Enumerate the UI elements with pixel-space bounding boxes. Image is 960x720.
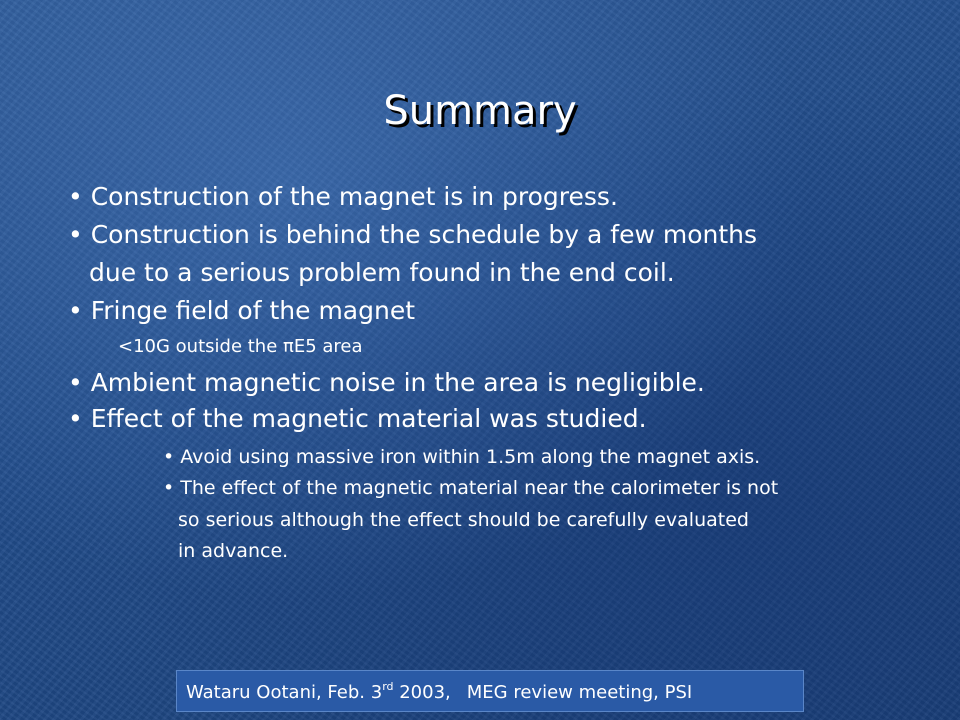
- bullet-magnetic-material: [68, 404, 647, 433]
- subbullet-continuation: [178, 509, 749, 531]
- bullet-text: The effect of the magnetic material near the calorimeter is not: [180, 477, 779, 499]
- bullet-text: Effect of the magnetic material was studied.: [90, 404, 647, 433]
- footer-author-date: Wataru Ootani, Feb. 3: [186, 682, 383, 703]
- slide-title: Summary: [383, 88, 577, 134]
- bullet-ambient-noise: [68, 368, 705, 397]
- bullet-text: <10G outside the πE5 area: [118, 336, 363, 357]
- subbullet-avoid-iron: [163, 446, 760, 468]
- fringe-field-detail: [118, 336, 363, 357]
- bullet-text: Ambient magnetic noise in the area is negligible.: [90, 368, 705, 397]
- bullet-text: Fringe field of the magnet: [90, 296, 416, 325]
- bullet-text: in advance.: [178, 540, 289, 562]
- bullet-dot-icon: •: [68, 368, 83, 397]
- bullet-dot-icon: •: [163, 446, 175, 468]
- footer-year: 2003,: [399, 682, 451, 703]
- bullet-text: Construction is behind the schedule by a few months: [90, 220, 758, 249]
- bullet-continuation: [89, 258, 675, 287]
- bullet-text: due to a serious problem found in the end coil.: [89, 258, 675, 287]
- bullet-text: Construction of the magnet is in progress.: [90, 182, 618, 211]
- bullet-text: Avoid using massive iron within 1.5m along the magnet axis.: [180, 446, 761, 468]
- bullet-construction-progress: [68, 182, 618, 211]
- bullet-dot-icon: •: [68, 296, 83, 325]
- bullet-fringe-field: [68, 296, 415, 325]
- footer-meeting: MEG review meeting, PSI: [466, 682, 693, 703]
- bullet-text: so serious although the effect should be carefully evaluated: [178, 509, 749, 531]
- footer-date-superscript: rd: [382, 680, 394, 693]
- footer-credit: [186, 680, 692, 703]
- subbullet-calorimeter-effect: [163, 477, 778, 499]
- subbullet-continuation: [178, 540, 288, 562]
- bullet-construction-behind: [68, 220, 757, 249]
- bullet-dot-icon: •: [68, 404, 83, 433]
- bullet-dot-icon: •: [68, 220, 83, 249]
- bullet-dot-icon: •: [68, 182, 83, 211]
- bullet-dot-icon: •: [163, 477, 175, 499]
